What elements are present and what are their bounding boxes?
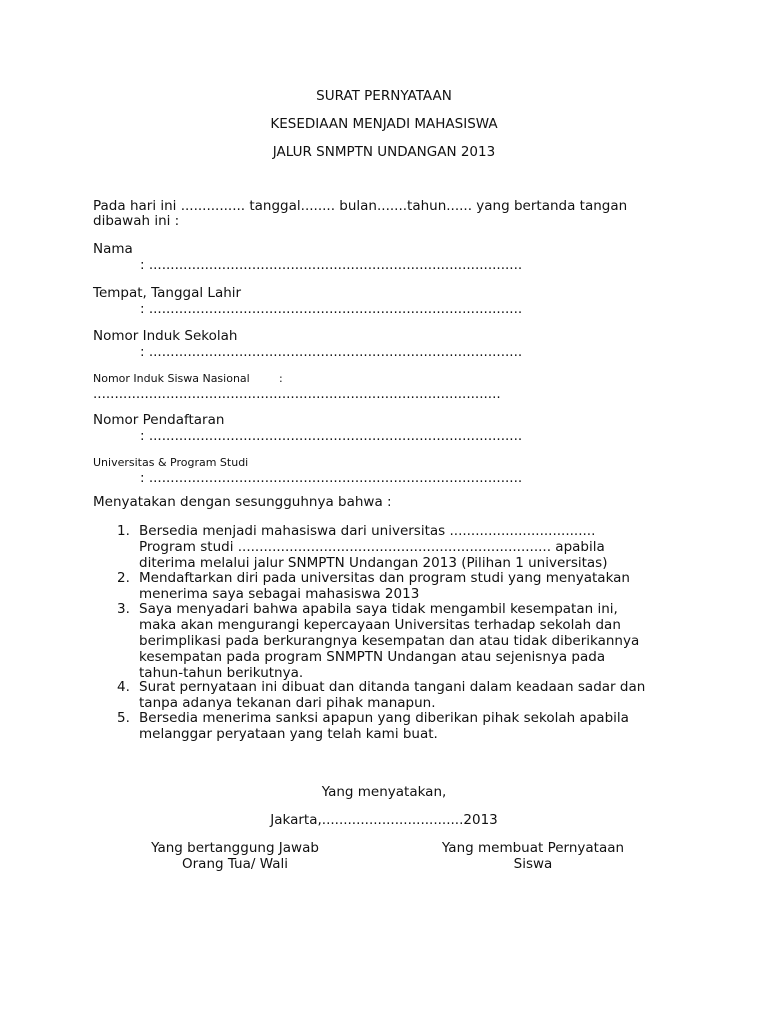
doc-subtitle-1: KESEDIAAN MENJADI MAHASISWA <box>270 116 498 132</box>
signature-right-role: Siswa <box>513 856 553 872</box>
list-item-line: tanpa adanya tekanan dari pihak manapun. <box>139 695 436 711</box>
field-pendaftaran-value: : ....................................................................................... <box>140 428 523 444</box>
field-ttl-value: : ....................................................................................... <box>140 301 523 317</box>
intro-line-1: Pada hari ini ............... tanggal........ bulan.......tahun...... yang bertanda tangan <box>93 198 628 214</box>
list-item-line: berimplikasi pada berkurangnya kesempatan dan atau tidak diberikannya <box>139 633 640 649</box>
list-item-line: menerima saya sebagai mahasiswa 2013 <box>139 586 420 602</box>
list-item-number: 5. <box>117 710 130 726</box>
signature-right-title: Yang membuat Pernyataan <box>441 840 625 856</box>
list-item-number: 4. <box>117 679 130 695</box>
list-item-number: 2. <box>117 570 130 586</box>
list-item-line: maka akan mengurangi kepercayaan Universitas terhadap sekolah dan <box>139 617 621 633</box>
field-ttl-label: Tempat, Tanggal Lahir <box>93 285 242 301</box>
doc-title: SURAT PERNYATAAN <box>316 88 452 104</box>
list-item-line: Saya menyadari bahwa apabila saya tidak mengambil kesempatan ini, <box>139 601 618 617</box>
closing-place-date: Jakarta,.................................2013 <box>270 812 498 828</box>
doc-subtitle-2: JALUR SNMPTN UNDANGAN 2013 <box>272 144 496 160</box>
field-nama-value: : ....................................................................................... <box>140 257 523 273</box>
signature-left-title: Yang bertanggung Jawab <box>151 840 319 856</box>
list-item-line: Bersedia menjadi mahasiswa dari universitas .................................. <box>139 523 596 539</box>
field-nis-label: Nomor Induk Sekolah <box>93 328 238 344</box>
field-nama-label: Nama <box>93 241 133 257</box>
field-univ-value: : ....................................................................................... <box>140 470 523 486</box>
list-item-line: tahun-tahun berikutnya. <box>139 665 304 681</box>
list-item-line: Surat pernyataan ini dibuat dan ditanda tangani dalam keadaan sadar dan <box>139 679 646 695</box>
intro-line-2: dibawah ini : <box>93 213 180 229</box>
list-item-line: Mendaftarkan diri pada universitas dan program studi yang menyatakan <box>139 570 630 586</box>
field-nisn-colon: : <box>279 372 283 385</box>
statement-intro: Menyatakan dengan sesungguhnya bahwa : <box>93 494 392 510</box>
list-item-number: 1. <box>117 523 130 539</box>
list-item-line: melanggar peryataan yang telah kami buat. <box>139 726 438 742</box>
closing-yang-menyatakan: Yang menyatakan, <box>321 784 447 800</box>
signature-left-role: Orang Tua/ Wali <box>182 856 288 872</box>
list-item-line: Bersedia menerima sanksi apapun yang diberikan pihak sekolah apabila <box>139 710 629 726</box>
field-nisn-label: Nomor Induk Siswa Nasional <box>93 372 250 385</box>
list-item-line: kesempatan pada program SNMPTN Undangan atau sejenisnya pada <box>139 649 606 665</box>
list-item-number: 3. <box>117 601 130 617</box>
field-nis-value: : ....................................................................................... <box>140 344 523 360</box>
field-pendaftaran-label: Nomor Pendaftaran <box>93 412 225 428</box>
field-nisn-value: ............................................................................................... <box>93 386 501 402</box>
list-item-line: Program studi ......................................................................... apabila <box>139 539 605 555</box>
field-univ-label: Universitas & Program Studi <box>93 456 249 469</box>
list-item-line: diterima melalui jalur SNMPTN Undangan 2013 (Pilihan 1 universitas) <box>139 555 608 571</box>
